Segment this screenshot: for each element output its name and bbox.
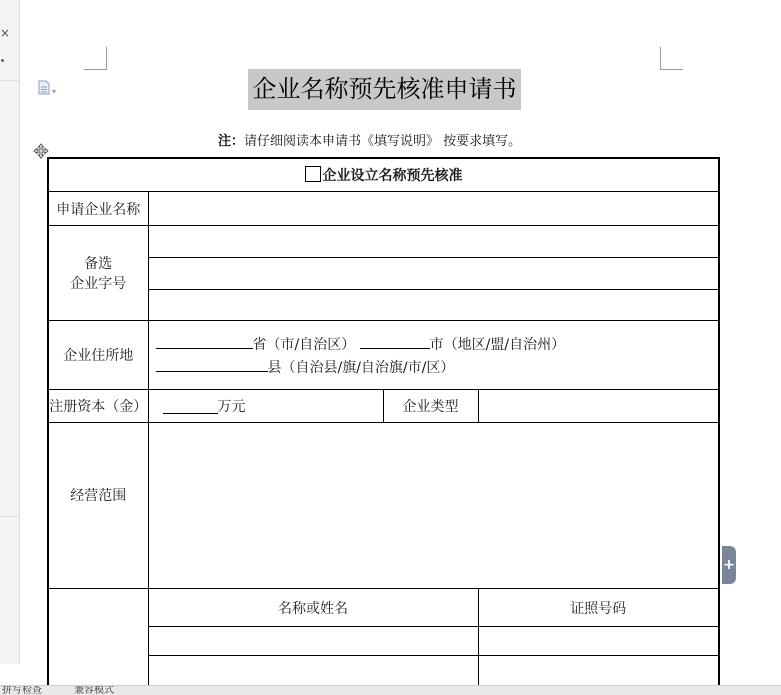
address-county-text: 县（自治县/旗/自治旗/市/区） [267,360,455,376]
document-glyph-icon [38,80,50,95]
investor-name-header: 名称或姓名 [148,589,478,627]
chevron-down-icon[interactable]: ▾ [52,87,57,96]
section-heading-cell[interactable] [48,158,719,192]
id-number-field[interactable] [478,627,719,656]
alt-name-label-line2: 企业字号 [70,276,127,292]
crop-mark-top-left [84,47,107,70]
address-city-text: 市（地区/盟/自治州） [429,337,566,353]
city-blank[interactable] [360,334,430,349]
table-row [48,423,719,589]
table-row [48,258,719,290]
table-row [48,589,719,627]
expand-panel-button[interactable] [722,546,736,584]
alt-name-field-3[interactable] [148,290,719,321]
id-number-field[interactable] [478,656,719,686]
alt-name-label-cell [48,226,148,321]
address-line-1 [156,334,719,355]
company-type-label: 企业类型 [383,390,478,423]
capital-field[interactable] [148,390,383,423]
crop-mark-top-right [660,47,683,70]
applicant-name-field[interactable] [148,192,719,226]
table-row [48,390,719,423]
id-number-header: 证照号码 [478,589,719,627]
company-type-field[interactable] [478,390,719,423]
county-blank[interactable] [156,357,268,372]
table-row [48,226,719,258]
capital-unit: 万元 [217,399,246,415]
address-label: 企业住所地 [48,321,148,390]
investor-label-cell [48,589,148,686]
business-scope-label: 经营范围 [48,423,148,589]
close-icon[interactable]: × [0,26,11,40]
document-icon[interactable] [38,80,68,96]
section-heading: 企业设立名称预先核准 [322,168,463,184]
panel-divider [0,80,19,81]
note-text: 请仔细阅读本申请书《填写说明》 按要求填写。 [244,134,522,149]
investor-name-field[interactable] [148,627,478,656]
checkbox[interactable] [305,166,321,182]
status-spellcheck[interactable]: 拼写检查 [2,685,42,695]
table-row [48,290,719,321]
fill-instruction-note[interactable] [218,133,521,151]
table-row [48,627,719,656]
alt-name-field-1[interactable] [148,226,719,258]
capital-blank[interactable] [163,399,218,414]
note-label: 注： [218,134,245,149]
address-province-text: 省（市/自治区） [252,337,356,353]
application-form-table [47,157,720,687]
capital-label: 注册资本（金） [48,390,148,423]
table-row [48,192,719,226]
province-blank[interactable] [156,334,253,349]
more-dot-icon[interactable] [1,59,4,62]
plus-icon: + [723,557,735,573]
alt-name-label-line1: 备选 [84,256,113,272]
panel-divider [0,516,19,517]
applicant-name-label: 申请企业名称 [48,192,148,226]
address-line-2 [156,357,719,378]
address-field[interactable] [148,321,719,390]
alt-name-field-2[interactable] [148,258,719,290]
table-row [48,321,719,390]
left-side-panel [0,0,20,664]
document-title[interactable]: 企业名称预先核准申请书 [248,69,521,110]
table-row [48,656,719,686]
table-row [48,158,719,192]
business-scope-field[interactable] [148,423,719,589]
investor-name-field[interactable] [148,656,478,686]
status-compat-mode[interactable]: 兼容模式 [74,685,114,695]
